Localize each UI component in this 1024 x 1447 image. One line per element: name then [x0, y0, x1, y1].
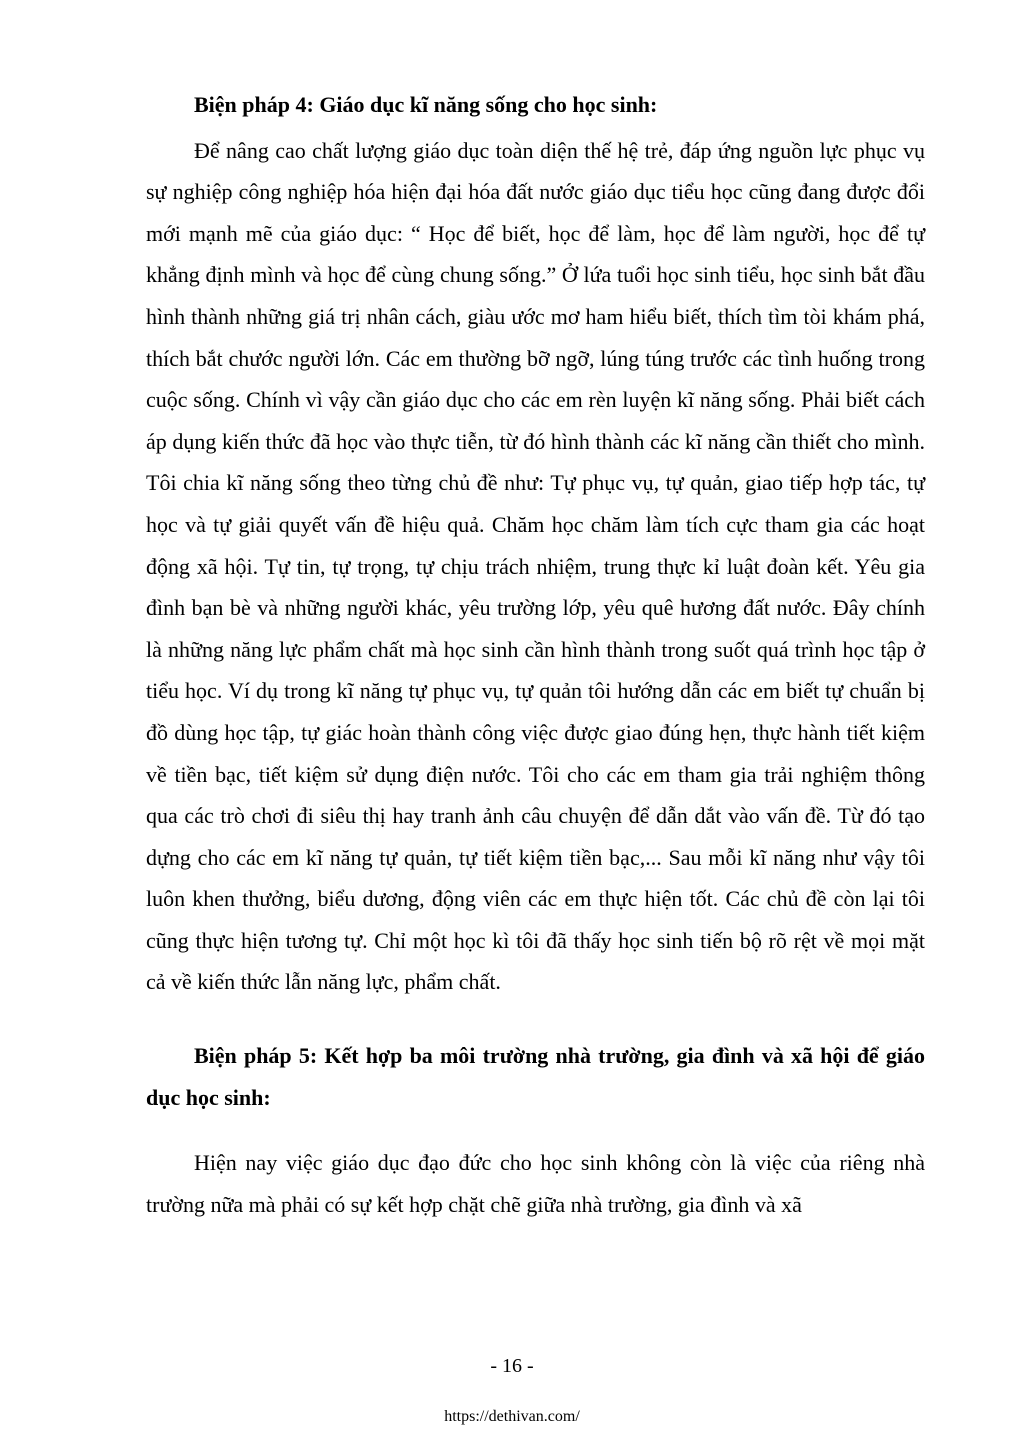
section-heading-5: Biện pháp 5: Kết hợp ba môi trường nhà trường, gia đình và xã hội để giáo dục học sinh:	[146, 1043, 925, 1110]
paragraph-1: Để nâng cao chất lượng giáo dục toàn diện thế hệ trẻ, đáp ứng nguồn lực phục vụ sự nghiệp công nghiệp hóa hiện đại hóa đất nước giáo dục tiểu học cũng đang được đổi mới mạnh mẽ của giáo dục: “ Học để biết, học để làm, học để làm người, học để tự khẳng định mình và học để cùng chung sống.” Ở lứa tuổi học sinh tiểu, học sinh bắt đầu hình thành những giá trị nhân cách, giàu ước mơ ham hiểu biết, thích tìm tòi khám phá, thích bắt chước người lớn. Các em thường bỡ ngỡ, lúng túng trước các tình huống trong cuộc sống. Chính vì vậy cần giáo dục cho các em rèn luyện kĩ năng sống. Phải biết cách áp dụng kiến thức đã học vào thực tiễn, từ đó hình thành các kĩ năng cần thiết cho mình. Tôi chia kĩ năng sống theo từng chủ đề như: Tự phục vụ, tự quản, giao tiếp hợp tác, tự học và tự giải quyết vấn đề hiệu quả. Chăm học chăm làm tích cực tham gia các hoạt động xã hội. Tự tin, tự trọng, tự chịu trách nhiệm, trung thực kỉ luật đoàn kết. Yêu gia đình bạn bè và những người khác, yêu trường lớp, yêu quê hương đất nước. Đây chính là những năng lực phẩm chất mà học sinh cần hình thành trong suốt quá trình học tập ở tiểu học. Ví dụ trong kĩ năng tự phục vụ, tự quản tôi hướng dẫn các em biết tự chuẩn bị đồ dùng học tập, tự giác hoàn thành công việc được giao đúng hẹn, thực hành tiết kiệm về tiền bạc, tiết kiệm sử dụng điện nước. Tôi cho các em tham gia trải nghiệm thông qua các trò chơi đi siêu thị hay tranh ảnh câu chuyện để dẫn dắt vào vấn đề. Từ đó tạo dựng cho các em kĩ năng tự quản, tự tiết kiệm tiền bạc,... Sau mỗi kĩ năng như vậy tôi luôn khen thưởng, biểu dương, động viên các em thực hiện tốt. Các chủ đề còn lại tôi cũng thực hiện tương tự. Chỉ một học kì tôi đã thấy học sinh tiến bộ rõ rệt về mọi mặt cả về kiến thức lẫn năng lực, phẩm chất.	[146, 137, 925, 995]
document-body	[146, 84, 925, 1225]
footer-url: https://dethivan.com/	[444, 1408, 580, 1425]
paragraph-2: Hiện nay việc giáo dục đạo đức cho học sinh không còn là việc của riêng nhà trường nữa mà phải có sự kết hợp chặt chẽ giữa nhà trường, gia đình và xã	[146, 1150, 925, 1217]
page-number: - 16 -	[490, 1355, 534, 1377]
section-heading-4: Biện pháp 4: Giáo dục kĩ năng sống cho học sinh:	[194, 92, 658, 117]
